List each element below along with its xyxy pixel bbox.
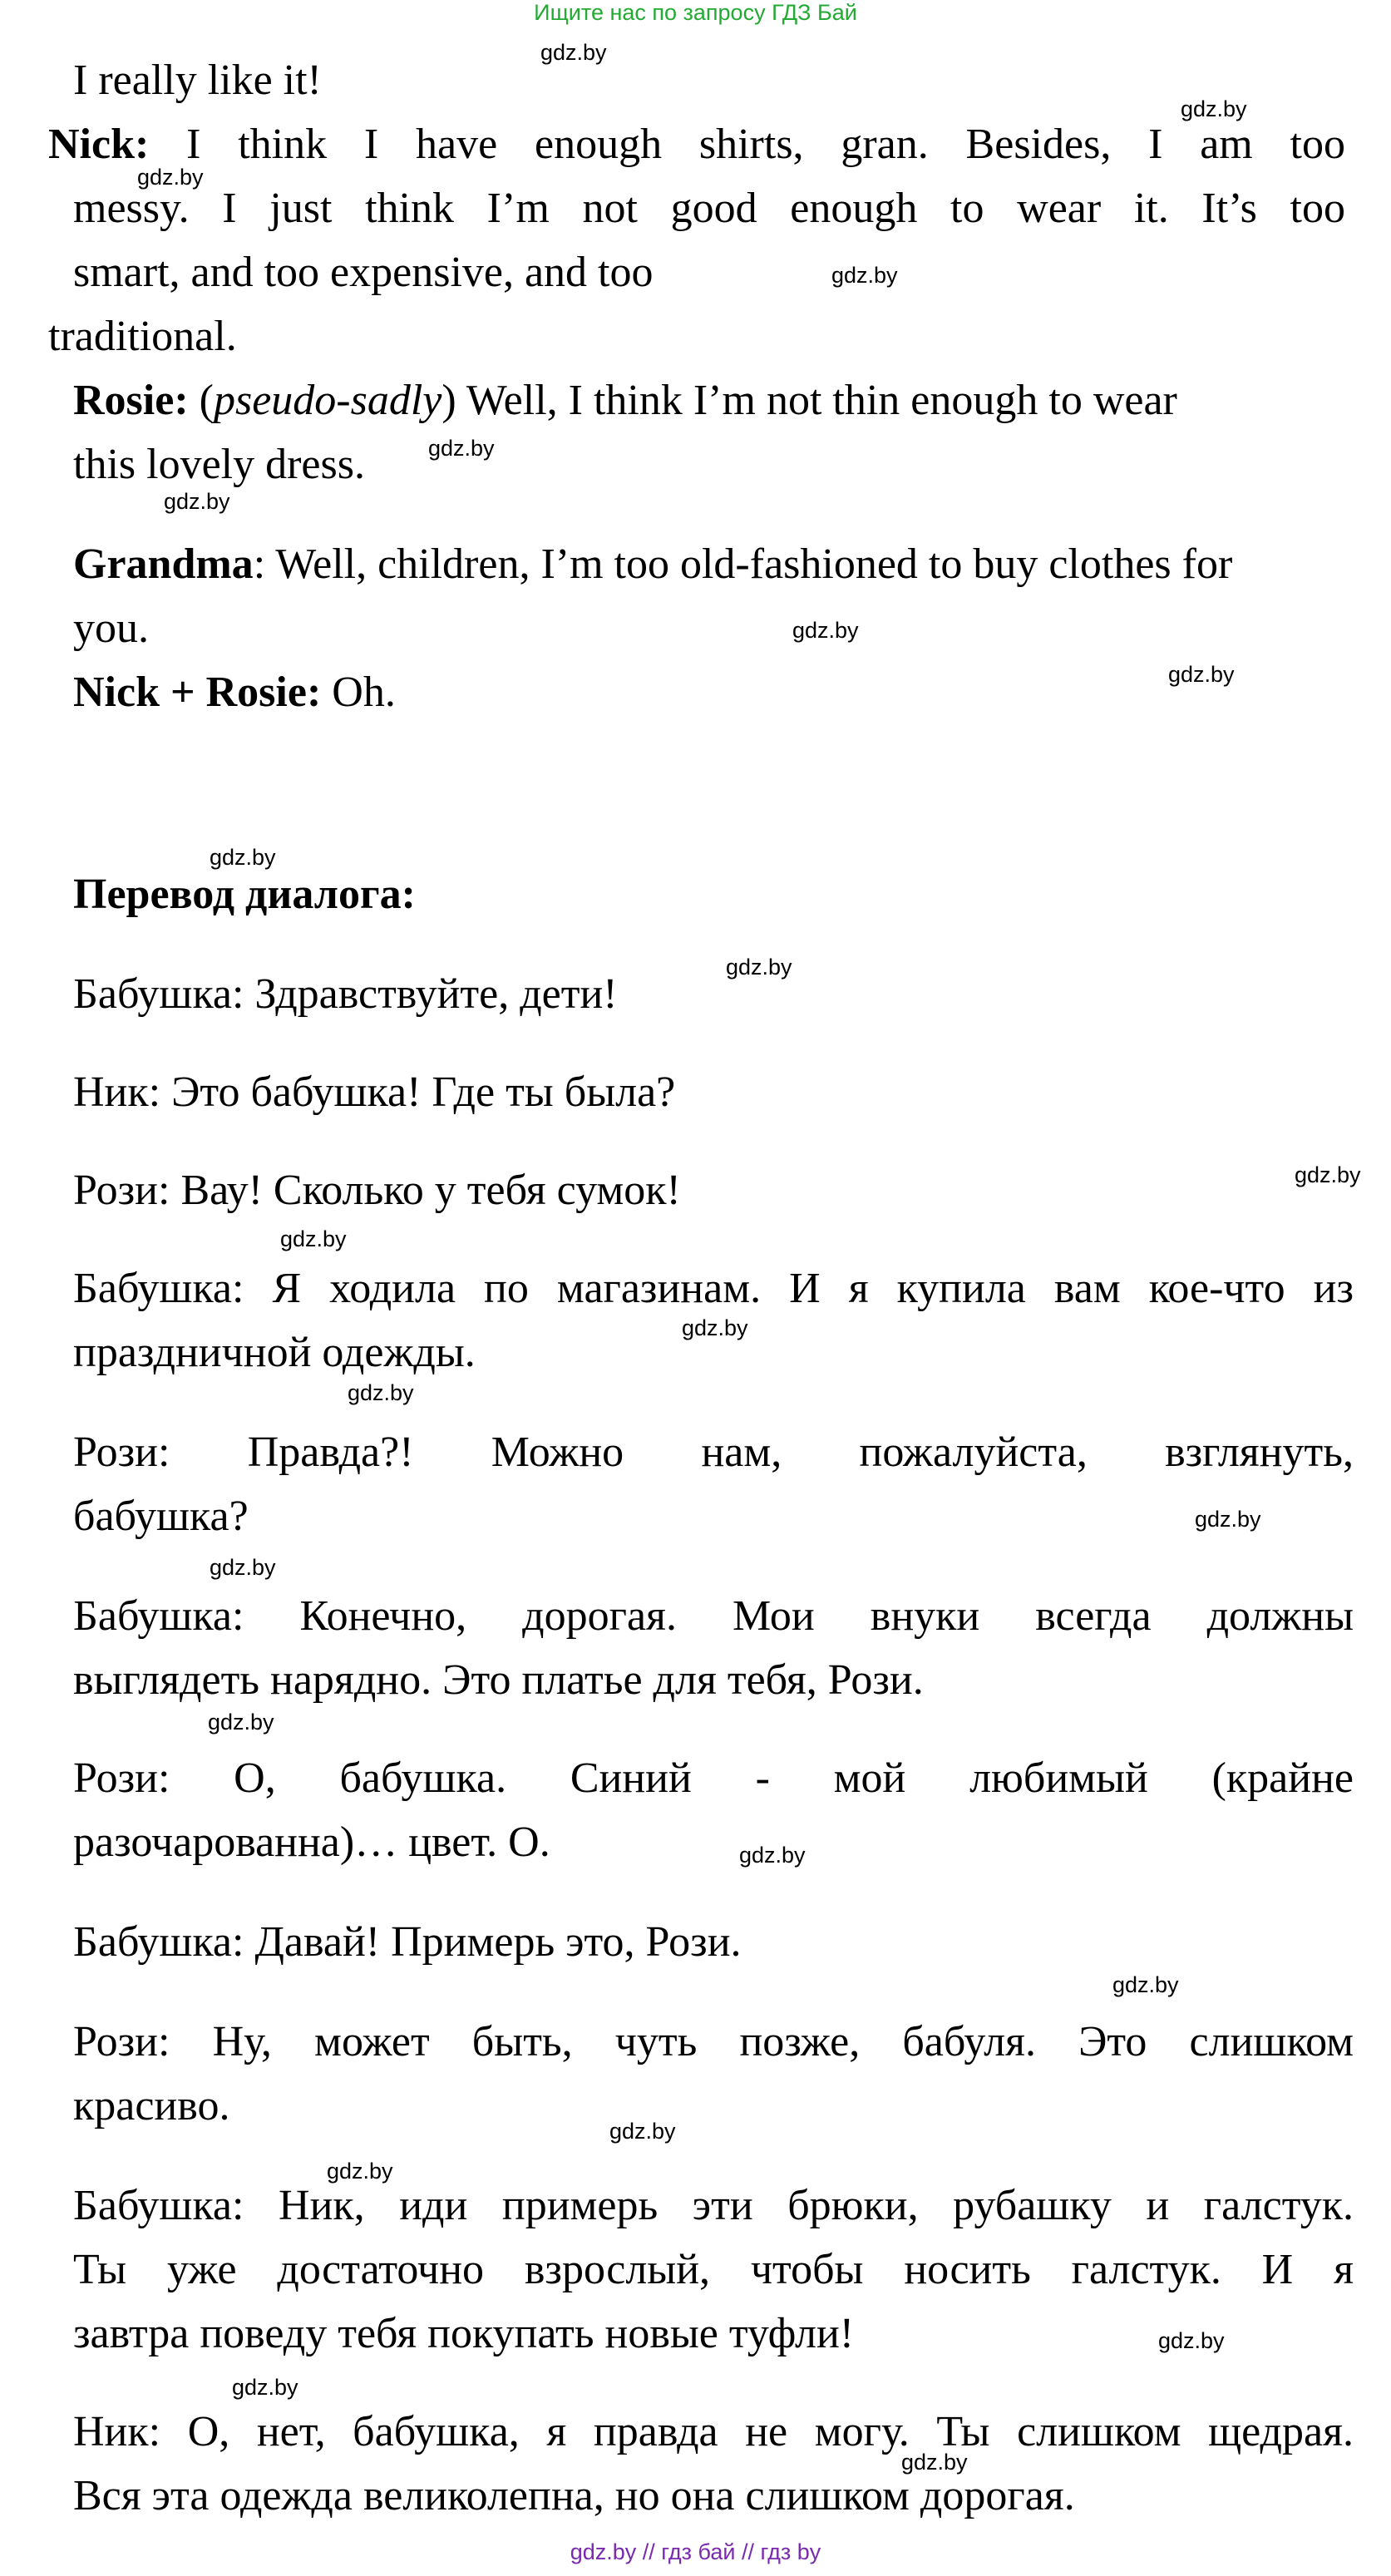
translation-line: Бабушка: Ник, иди примерь эти брюки, рубашку и галстук. [73, 2182, 1354, 2229]
speaker-name: Grandma [73, 540, 254, 588]
translation-line: выглядеть нарядно. Это платье для тебя, Рози. [73, 1656, 924, 1704]
footer-note: gdz.by // гдз бай // гдз by [570, 2539, 821, 2564]
watermark: gdz.by [792, 618, 859, 643]
watermark: gdz.by [1181, 96, 1247, 121]
watermark: gdz.by [1195, 1507, 1261, 1532]
speaker-name: Nick: [48, 121, 150, 168]
header-note: Ищите нас по запросу ГДЗ Бай [534, 0, 857, 25]
translation-line: Вся эта одежда великолепна, но она слишком дорогая. [73, 2472, 1075, 2519]
translation-line: Рози: Вау! Сколько у тебя сумок! [73, 1167, 681, 1214]
dialogue-line: this lovely dress. [73, 441, 365, 488]
watermark: gdz.by [540, 40, 607, 65]
watermark: gdz.by [831, 263, 898, 288]
dialogue-line: messy. I just think I’m not good enough to wear it. It’s too [73, 185, 1345, 232]
speaker-name: Nick + Rosie: [73, 669, 322, 716]
watermark: gdz.by [428, 436, 495, 461]
dialogue-text: I think I have enough shirts, gran. Besides, I am too [186, 121, 1345, 168]
translation-heading: Перевод диалога: [73, 871, 416, 918]
watermark: gdz.by [232, 2375, 298, 2400]
stage-paren: ) [441, 377, 456, 424]
translation-line: Бабушка: Здравствуйте, дети! [73, 970, 618, 1018]
translation-line: Ник: Это бабушка! Где ты была? [73, 1068, 676, 1116]
watermark: gdz.by [739, 1843, 806, 1868]
watermark: gdz.by [164, 489, 230, 514]
watermark: gdz.by [348, 1380, 414, 1405]
dialogue-line-grandma [73, 539, 1232, 590]
dialogue-line-rosie [73, 375, 1354, 427]
translation-line: Рози: Правда?! Можно нам, пожалуйста, взглянуть, [73, 1429, 1354, 1476]
dialogue-text: Oh. [332, 669, 396, 716]
watermark: gdz.by [327, 2159, 393, 2184]
translation-line: завтра поведу тебя покупать новые туфли! [73, 2310, 855, 2357]
dialogue-line: traditional. [48, 313, 237, 360]
watermark: gdz.by [901, 2450, 968, 2475]
watermark: gdz.by [1295, 1162, 1361, 1187]
watermark: gdz.by [210, 1555, 276, 1580]
speaker-name: Rosie: [73, 377, 189, 424]
watermark: gdz.by [1158, 2328, 1225, 2353]
translation-line: красиво. [73, 2082, 230, 2129]
translation-line: Рози: Ну, может быть, чуть позже, бабуля. Это слишком [73, 2018, 1354, 2065]
stage-paren: ( [199, 377, 214, 424]
dialogue-line-nick [48, 119, 1345, 170]
translation-line: Бабушка: Конечно, дорогая. Мои внуки всегда должны [73, 1592, 1354, 1640]
translation-line: Бабушка: Давай! Примерь это, Рози. [73, 1918, 742, 1966]
watermark: gdz.by [208, 1710, 274, 1735]
dialogue-text: Well, I think I’m not thin enough to wear [466, 377, 1177, 424]
translation-line: праздничной одежды. [73, 1329, 476, 1376]
translation-line: разочарованна)… цвет. О. [73, 1818, 550, 1866]
watermark: gdz.by [210, 845, 276, 870]
watermark: gdz.by [280, 1226, 347, 1251]
translation-line: Ник: О, нет, бабушка, я правда не могу. Ты слишком щедрая. [73, 2408, 1354, 2455]
watermark: gdz.by [609, 2119, 676, 2144]
stage-direction: pseudo-sadly [213, 377, 442, 424]
dialogue-text: : Well, children, I’m too old-fashioned to buy clothes for [253, 540, 1233, 588]
watermark: gdz.by [1112, 1972, 1179, 1997]
translation-line: Бабушка: Я ходила по магазинам. И я купила вам кое-что из [73, 1265, 1354, 1312]
translation-line: Рози: О, бабушка. Синий - мой любимый (крайне [73, 1754, 1354, 1802]
dialogue-line: I really like it! [73, 57, 322, 104]
watermark: gdz.by [1168, 662, 1235, 687]
watermark: gdz.by [682, 1315, 748, 1340]
dialogue-line: you. [73, 605, 149, 652]
dialogue-line-both [73, 667, 396, 718]
translation-line: Ты уже достаточно взрослый, чтобы носить галстук. И я [73, 2246, 1354, 2293]
translation-line: бабушка? [73, 1493, 249, 1540]
watermark: gdz.by [137, 165, 204, 190]
dialogue-line: smart, and too expensive, and too [73, 249, 654, 296]
watermark: gdz.by [726, 955, 792, 980]
